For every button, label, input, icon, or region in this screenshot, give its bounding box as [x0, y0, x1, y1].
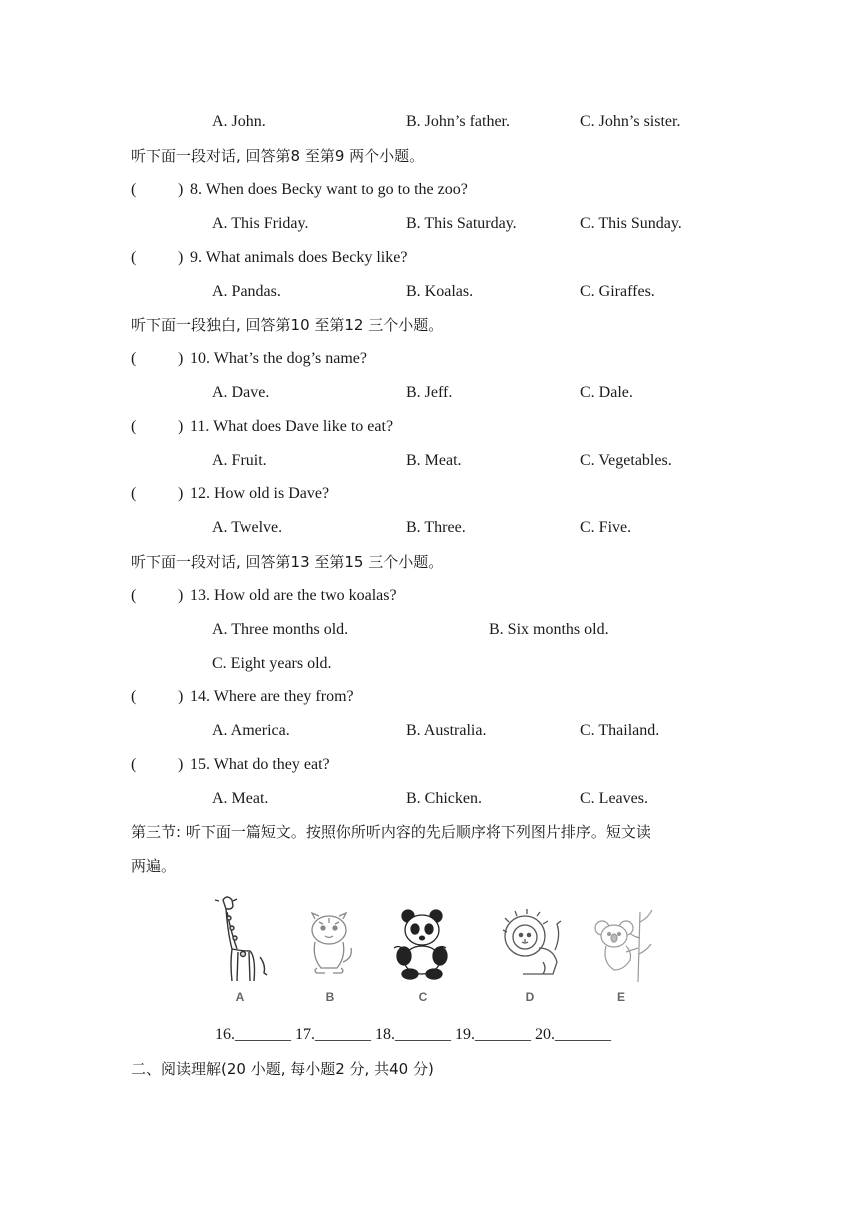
q15-option-c: C. Leaves. [580, 790, 648, 807]
q9-option-c: C. Giraffes. [580, 283, 655, 300]
q8-option-b: B. This Saturday. [406, 215, 517, 232]
section3-instructions-line1: 第三节: 听下面一篇短文。按照你所听内容的先后顺序将下列图片排序。短文读 [131, 823, 651, 841]
q13-option-a: A. Three months old. [212, 621, 349, 638]
panda-picture [388, 892, 458, 1004]
answer-paren-close: ) [178, 587, 184, 604]
q12-option-c: C. Five. [580, 519, 632, 536]
picture-label-e: E [616, 990, 625, 1004]
answer-paren-close: ) [178, 688, 184, 705]
answer-paren-open: ( [131, 485, 137, 502]
section3-instructions-line2: 两遍。 [131, 857, 177, 875]
answer-paren-open: ( [131, 350, 137, 367]
q11-option-c: C. Vegetables. [580, 452, 672, 469]
q7-option-c: C. John’s sister. [580, 113, 681, 130]
q10-option-c: C. Dale. [580, 384, 633, 401]
picture-label-b: B [325, 990, 335, 1004]
section-heading-10-12: 听下面一段独白, 回答第10 至第12 三个小题。 [131, 316, 444, 334]
q11-option-b: B. Meat. [406, 452, 462, 469]
answer-paren-close: ) [178, 418, 184, 435]
q11-option-a: A. Fruit. [212, 452, 267, 469]
q7-option-a: A. John. [212, 113, 266, 130]
q15-option-b: B. Chicken. [406, 790, 482, 807]
section-heading-13-15: 听下面一段对话, 回答第13 至第15 三个小题。 [131, 553, 444, 571]
tiger-picture [295, 892, 365, 1004]
answer-blanks: 16._______ 17._______ 18._______ 19._______ 20._______ [215, 1026, 611, 1043]
lion-picture [495, 892, 565, 1004]
q14-option-c: C. Thailand. [580, 722, 660, 739]
answer-paren-open: ( [131, 688, 137, 705]
picture-label-d: D [525, 990, 535, 1004]
q14-option-a: A. America. [212, 722, 290, 739]
answer-paren-open: ( [131, 587, 137, 604]
picture-label-c: C [418, 990, 428, 1004]
q13-option-c: C. Eight years old. [212, 655, 332, 672]
question-text: 12. How old is Dave? [190, 485, 330, 502]
answer-paren-close: ) [178, 756, 184, 773]
section-heading-8-9: 听下面一段对话, 回答第8 至第9 两个小题。 [131, 147, 425, 165]
question-text: 9. What animals does Becky like? [190, 249, 408, 266]
q8-option-a: A. This Friday. [212, 215, 309, 232]
answer-paren-close: ) [178, 485, 184, 502]
q13-option-b: B. Six months old. [489, 621, 609, 638]
question-text: 15. What do they eat? [190, 756, 330, 773]
q9-option-a: A. Pandas. [212, 283, 281, 300]
question-text: 10. What’s the dog’s name? [190, 350, 367, 367]
picture-label-a: A [235, 990, 245, 1004]
question-text: 11. What does Dave like to eat? [190, 418, 394, 435]
q7-option-b: B. John’s father. [406, 113, 510, 130]
animal-pictures [200, 892, 660, 1012]
answer-paren-close: ) [178, 350, 184, 367]
q10-option-b: B. Jeff. [406, 384, 453, 401]
answer-paren-close: ) [178, 249, 184, 266]
part2-heading: 二、阅读理解(20 小题, 每小题2 分, 共40 分) [131, 1060, 434, 1078]
q8-option-c: C. This Sunday. [580, 215, 682, 232]
q9-option-b: B. Koalas. [406, 283, 474, 300]
answer-paren-open: ( [131, 756, 137, 773]
q12-option-b: B. Three. [406, 519, 466, 536]
q10-option-a: A. Dave. [212, 384, 270, 401]
answer-paren-open: ( [131, 418, 137, 435]
q14-option-b: B. Australia. [406, 722, 487, 739]
koala-picture [586, 892, 656, 1004]
giraffe-picture [205, 892, 275, 1004]
question-text: 14. Where are they from? [190, 688, 354, 705]
answer-paren-open: ( [131, 181, 137, 198]
answer-paren-close: ) [178, 181, 184, 198]
q12-option-a: A. Twelve. [212, 519, 283, 536]
answer-paren-open: ( [131, 249, 137, 266]
q15-option-a: A. Meat. [212, 790, 269, 807]
question-text: 13. How old are the two koalas? [190, 587, 397, 604]
question-text: 8. When does Becky want to go to the zoo? [190, 181, 468, 198]
